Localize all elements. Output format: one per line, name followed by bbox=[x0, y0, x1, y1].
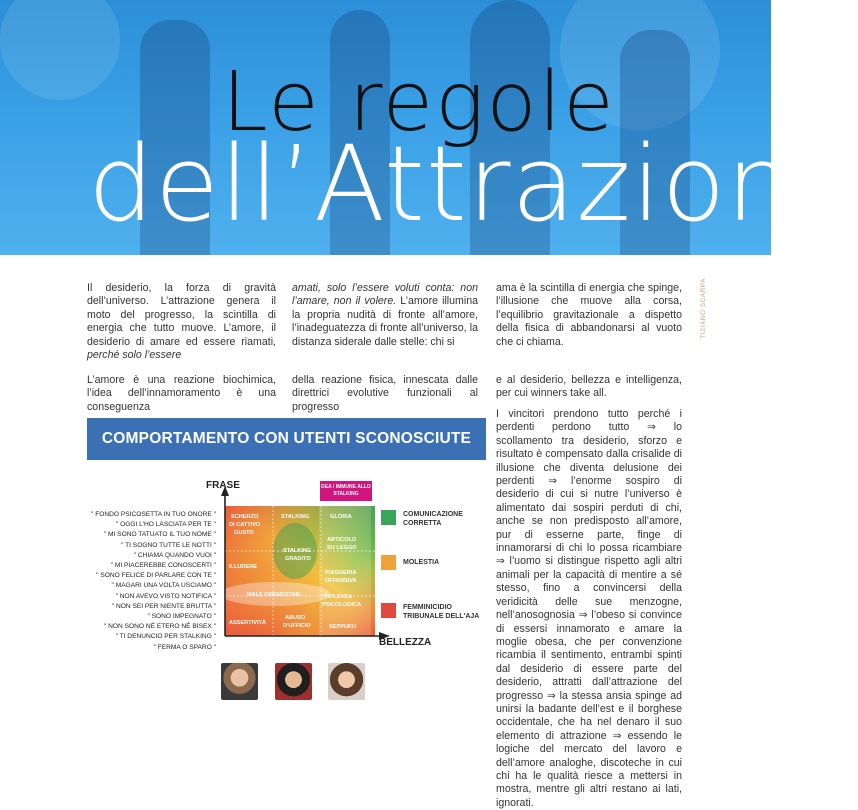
legend-label-line: FEMMINICIDIO bbox=[403, 604, 452, 611]
legend-label-line: CORRETTA bbox=[403, 520, 442, 527]
legend-swatch-red bbox=[381, 603, 396, 618]
cell-abuso-1: ABUSO bbox=[285, 615, 306, 621]
body-column-1: L’amore è una reazione biochimica, l’idea dell’innamoramento è una conseguenza bbox=[87, 374, 276, 413]
cell-stalking: STALKING bbox=[281, 514, 310, 520]
quote-item: " MI SONO TATUATO IL TUO NOME " bbox=[103, 531, 216, 539]
title-line-1: Le regole bbox=[222, 55, 616, 150]
legend-label bbox=[403, 555, 439, 567]
intro-column-2 bbox=[292, 282, 478, 349]
legend-label bbox=[403, 510, 463, 528]
quote-item: " SONO FELICE DI PARLARE CON TE " bbox=[96, 572, 216, 580]
quote-item: " NON AVEVO VISTO NOTIFICA " bbox=[115, 592, 216, 600]
hero-banner bbox=[0, 0, 858, 255]
infographic-title: COMPORTAMENTO CON UTENTI SCONOSCIUTE bbox=[87, 418, 486, 460]
cell-abuso-2: D'UFFICIO bbox=[283, 623, 311, 629]
background-motif bbox=[0, 0, 120, 100]
quote-item: " TI SOGNO TUTTE LE NOTTI " bbox=[121, 541, 216, 549]
quote-item: " CHIAMA QUANDO VUOI " bbox=[133, 551, 216, 559]
y-axis-label: FRASE bbox=[206, 480, 240, 491]
quote-item: " NON SONO NÉ ETERO NÉ BISEX " bbox=[103, 623, 216, 631]
cell-gloria: GLORIA bbox=[330, 514, 352, 520]
cell-scherzo-2: DI CATTIVO bbox=[229, 522, 261, 528]
intro-italic-2: amati, solo l’essere voluti conta: non l’amare, non il volere. bbox=[292, 282, 478, 308]
intro-text-3: ama è la scintilla di energia che spinge, l’illusione che muove alla corsa, l’equilibrio gravitazionale a dispetto della fisica di abbandonarsi al vuoto che ci chiama. bbox=[496, 282, 682, 348]
legend-item-molestia bbox=[381, 555, 439, 570]
body-column-2: della reazione fisica, innescata dalle direttrici evolutive funzionali al progresso bbox=[292, 374, 478, 413]
cell-violenza-2: PSICOLOGICA bbox=[322, 602, 362, 608]
quote-item: " SONO IMPEGNATO " bbox=[147, 613, 216, 621]
intro-column-1 bbox=[87, 282, 276, 362]
cell-illudere: ILLUDERE bbox=[229, 564, 257, 570]
quote-item: " NON SEI PER NIENTE BRUTTA " bbox=[111, 602, 216, 610]
quote-item: " FERMA O SPARO " bbox=[153, 643, 216, 651]
quote-item: " OGGI L'HO LASCIATA PER TE " bbox=[115, 521, 216, 529]
cell-stalking-gradito-2: GRADITO bbox=[285, 556, 311, 562]
intro-text-1: Il desiderio, la forza di gravità dell’universo. L’attrazione genera il moto del progresso, la scintilla di energia che tutto muove. L’amore, il desiderio di amare ed essere riamati, bbox=[87, 282, 276, 348]
intro-italic-1: perché solo l’essere bbox=[87, 349, 182, 362]
title-line-2: dell’Attrazione bbox=[88, 123, 858, 245]
legend-item-femminicidio bbox=[381, 603, 479, 621]
author-credit: TIZIANO SCARPA bbox=[700, 278, 707, 339]
cell-stalking-gradito-1: STALKING bbox=[283, 548, 312, 554]
cell-articolo-1: ARTICOLO bbox=[327, 537, 357, 543]
intro-text-2: L’amore illumina la propria nudità di fronte all’amore, l’inadeguatezza di fronte all’universo, la distanza siderale dalle stelle: chi si bbox=[292, 295, 479, 348]
quote-item: " MI PIACEREBBE CONOSCERTI " bbox=[110, 562, 216, 570]
quote-item: " FONDO PSICOSETTA IN TUO ONORE " bbox=[91, 511, 216, 518]
body-column-right: I vincitori prendono tutto perché i perdenti perdono tutto ⇒ lo scollamento tra desiderio, sforzo e risultato è compensato dalla crisalide di illusione che diventa delusione dei perdenti ⇒ l’enorme sospiro di desiderio di cui si nutre l’universo è alimentato dai sospiri perduti di chi, anche se non predisposto all’amore, pur di esserne parte, finge di innamorarsi di chi lo possa ricambiare ⇒ l’uomo si distingue rispetto agli altri animali per la capacità di mentire a sé stesso, fino a convincersi della veridicità delle sue menzogne, nell’anosognosia ⇒ l’obeso si convince di essersi innamorato e amare la moglie obesa, che per convenzione ricambia il sentimento, entrambi spinti dal desiderio di essere parte del desiderio, attratti dall’attrazione del progresso ⇒ la stessa ansia spinge ad unirsi la badante dell’est e il borghese occidentale, che ha nel denaro il suo elemento di attrazione ⇒ essendo le logiche del mercato del lavoro e dell’amore analoghe, discoteche in cui chi ha le qualità riesce a mettersi in mostra, mentre gli altri restano ai lati, ignorati. bbox=[496, 408, 682, 809]
quote-item: " TI DENUNCIO PER STALKING " bbox=[115, 633, 216, 641]
cell-male-friendzone: MALE FRIENDZONE bbox=[247, 592, 301, 598]
x-axis-label: BELLEZZA bbox=[379, 637, 432, 648]
quote-list bbox=[82, 510, 216, 653]
cell-piaggeria-1: PIAGGERIA bbox=[325, 570, 357, 576]
legend-swatch-orange bbox=[381, 555, 396, 570]
cell-piaggeria-2: OFFENSIVA bbox=[325, 578, 357, 584]
quote-item: " MAGARI UNA VOLTA USCIAMO " bbox=[111, 582, 216, 590]
legend-label-line: COMUNICAZIONE bbox=[403, 511, 463, 518]
behavior-matrix-chart bbox=[215, 476, 395, 646]
cell-scherzo-3: GUSTO bbox=[234, 530, 254, 536]
legend-item-correct bbox=[381, 510, 463, 528]
body-column-3: e al desiderio, bellezza e intelligenza, per cui winners take all. bbox=[496, 374, 682, 400]
legend-label-line: MOLESTIA bbox=[403, 559, 440, 566]
cell-seppuku: SEPPUKU bbox=[329, 624, 357, 630]
avatar bbox=[221, 663, 258, 700]
intro-column-3 bbox=[496, 282, 682, 349]
avatar bbox=[275, 663, 312, 700]
cell-scherzo-1: SCHERZO bbox=[231, 514, 259, 520]
cell-articolo-2: SU LEGGO bbox=[327, 545, 357, 551]
avatar bbox=[328, 663, 365, 700]
legend-label bbox=[403, 603, 479, 621]
legend-label-line: TRIBUNALE DELL'AJA bbox=[403, 613, 480, 620]
cell-violenza-1: VIOLENZA bbox=[324, 594, 353, 600]
legend-swatch-green bbox=[381, 510, 396, 525]
dea-tag: DEA / IMMUNE ALLO STALKING bbox=[320, 481, 372, 501]
cell-assertivita: ASSERTIVITÀ bbox=[229, 620, 266, 626]
